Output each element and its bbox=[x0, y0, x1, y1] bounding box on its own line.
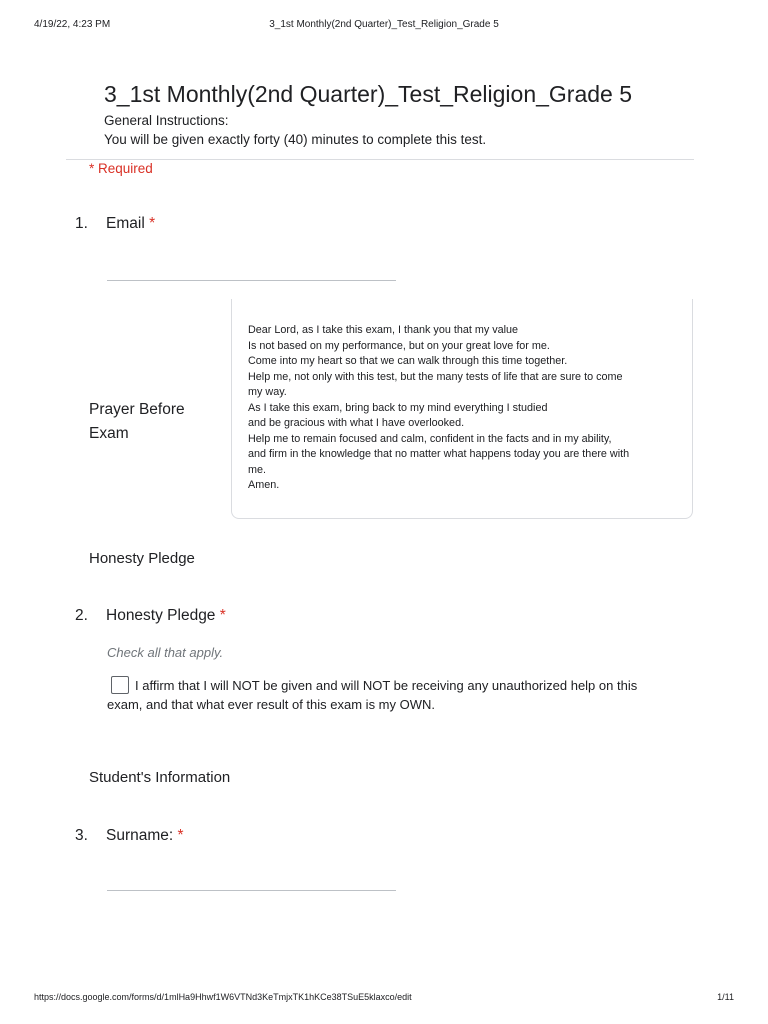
helper-text: Check all that apply. bbox=[107, 645, 224, 660]
prayer-label-line: Prayer Before bbox=[89, 401, 185, 418]
question-title-text: Honesty Pledge bbox=[106, 607, 216, 624]
question-title-surname bbox=[106, 827, 184, 845]
description-line: General Instructions: bbox=[104, 113, 229, 128]
question-number: 3. bbox=[75, 827, 88, 844]
option-label: I affirm that I will NOT be given and will NOT be receiving any unauthorized help on this bbox=[135, 678, 638, 693]
form-header bbox=[104, 80, 694, 149]
honesty-pledge-checkbox[interactable] bbox=[111, 676, 129, 694]
required-asterisk: * bbox=[177, 827, 184, 844]
question-title-text: Email bbox=[106, 215, 145, 232]
form-description bbox=[104, 111, 694, 149]
prayer-text-box bbox=[231, 299, 693, 519]
prayer-line: Amen. bbox=[248, 479, 280, 491]
prayer-line: my way. bbox=[248, 386, 287, 398]
footer-url: https://docs.google.com/forms/d/1mlHa9Hhwf1W6VTNd3KeTmjxTK1hKCe38TSuE5klaxco/edit bbox=[34, 992, 412, 1002]
description-line: You will be given exactly forty (40) minutes to complete this test. bbox=[104, 132, 487, 147]
prayer-line: Dear Lord, as I take this exam, I thank you that my value bbox=[248, 324, 519, 336]
option-label: exam, and that what ever result of this exam is my OWN. bbox=[107, 697, 436, 712]
question-title-email bbox=[106, 215, 155, 233]
question-title-text: Surname: bbox=[106, 827, 174, 844]
prayer-label-line: Exam bbox=[89, 425, 129, 442]
question-number: 1. bbox=[75, 215, 88, 232]
prayer-line: As I take this exam, bring back to my mind everything I studied bbox=[248, 401, 548, 414]
prayer-line: and be gracious with what I have overlooked. bbox=[248, 417, 465, 429]
prayer-line: and firm in the knowledge that no matter what happens today you are there with bbox=[248, 448, 630, 460]
prayer-line: Come into my heart so that we can walk through this time together. bbox=[248, 355, 568, 367]
form-title: 3_1st Monthly(2nd Quarter)_Test_Religion_Grade 5 bbox=[104, 81, 633, 107]
prayer-label bbox=[89, 398, 209, 446]
honesty-pledge-option[interactable] bbox=[107, 676, 667, 714]
required-note: * Required bbox=[89, 161, 153, 176]
prayer-line: Help me, not only with this test, but the many tests of life that are sure to come bbox=[248, 370, 623, 383]
prayer-line: Help me to remain focused and calm, confident in the facts and in my ability, bbox=[248, 432, 612, 445]
print-datetime: 4/19/22, 4:23 PM bbox=[34, 19, 111, 30]
header-divider bbox=[66, 159, 694, 160]
question-title-honesty-pledge bbox=[106, 607, 226, 625]
print-header bbox=[34, 19, 734, 31]
print-doc-title: 3_1st Monthly(2nd Quarter)_Test_Religion_Grade 5 bbox=[269, 19, 499, 30]
email-input[interactable] bbox=[107, 280, 396, 281]
required-asterisk: * bbox=[219, 607, 226, 624]
prayer-line: Is not based on my performance, but on your great love for me. bbox=[248, 339, 550, 352]
section-title-student-info: Student's Information bbox=[89, 769, 231, 786]
surname-input[interactable] bbox=[107, 890, 396, 891]
section-title-honesty-pledge: Honesty Pledge bbox=[89, 550, 195, 567]
footer-page-number: 1/11 bbox=[717, 992, 734, 1002]
prayer-line: me. bbox=[248, 463, 266, 476]
required-asterisk: * bbox=[149, 215, 156, 232]
question-number: 2. bbox=[75, 607, 88, 624]
print-footer bbox=[34, 992, 734, 1004]
